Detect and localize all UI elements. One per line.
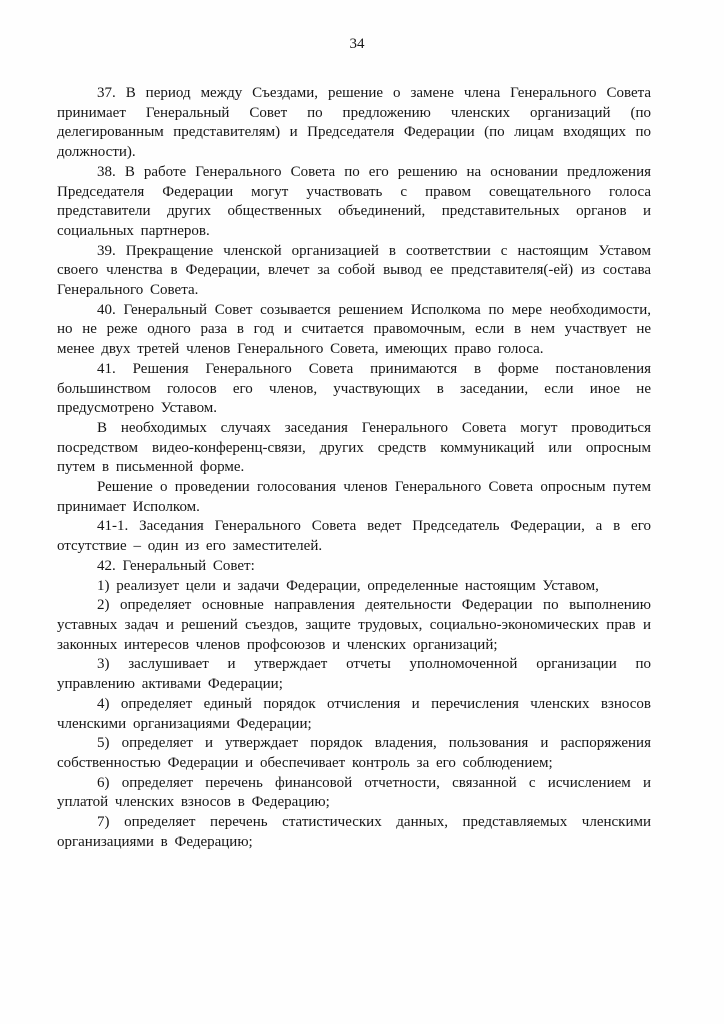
paragraph-42-item-6: 6) определяет перечень финансовой отчетности, связанной с исчислением и уплатой членских взносов в Федерацию; [57, 774, 651, 811]
paragraph-37: 37. В период между Съездами, решение о замене члена Генерального Совета принимает Генеральный Совет по предложению членских организаций (по делегированным представителям) и Председателя Федерации (по лицам входящих по должности). [57, 85, 651, 161]
paragraph-42-item-3: 3) заслушивает и утверждает отчеты уполномоченной организации по управлению активами Федерации; [57, 656, 651, 693]
paragraph-39: 39. Прекращение членской организацией в соответствии с настоящим Уставом своего членства в Федерации, влечет за собой вывод ее представителя(-ей) из состава Генерального Совета. [57, 242, 651, 299]
paragraph-41-meetings-remote: В необходимых случаях заседания Генерального Совета могут проводиться посредством видео-конференц-связи, других средств коммуникаций или опросным путем в письменной форме. [57, 419, 651, 476]
paragraph-41-1: 41-1. Заседания Генерального Совета ведет Председатель Федерации, а в его отсутствие – один из его заместителей. [57, 518, 651, 555]
paragraph-40: 40. Генеральный Совет созывается решением Исполкома по мере необходимости, но не реже одного раза в год и считается правомочным, если в нем участвует не менее двух третей членов Генерального Совета, имеющих право голоса. [57, 301, 651, 358]
paragraph-41: 41. Решения Генерального Совета принимаются в форме постановления большинством голосов его членов, участвующих в заседании, если иное не предусмотрено Уставом. [57, 360, 651, 417]
page-number: 34 [349, 36, 365, 52]
paragraph-42-item-2: 2) определяет основные направления деятельности Федерации по выполнению уставных задач и решений съездов, защите трудовых, социально-экономических прав и законных интересов членов профсоюзов и членских организаций; [57, 597, 651, 653]
paragraph-42-item-1: 1) реализует цели и задачи Федерации, определенные настоящим Уставом, [97, 577, 599, 594]
paragraph-42-heading: 42. Генеральный Совет: [97, 557, 255, 574]
document-body [57, 84, 651, 852]
paragraph-42-item-5: 5) определяет и утверждает порядок владения, пользования и распоряжения собственностью Федерации и обеспечивает контроль за его соблюдением; [57, 735, 651, 771]
paragraph-41-poll-decision: Решение о проведении голосования членов Генерального Совета опросным путем принимает Исполком. [57, 479, 651, 515]
paragraph-38: 38. В работе Генерального Совета по его решению на основании предложения Председателя Федерации могут участвовать с правом совещательного голоса представители других общественных объединений, представительных органов и социальных партнеров. [57, 163, 651, 239]
paragraph-42-item-4: 4) определяет единый порядок отчисления и перечисления членских взносов членскими организациями Федерации; [57, 695, 651, 732]
paragraph-42-item-7: 7) определяет перечень статистических данных, представляемых членскими организациями в Федерацию; [57, 814, 651, 850]
